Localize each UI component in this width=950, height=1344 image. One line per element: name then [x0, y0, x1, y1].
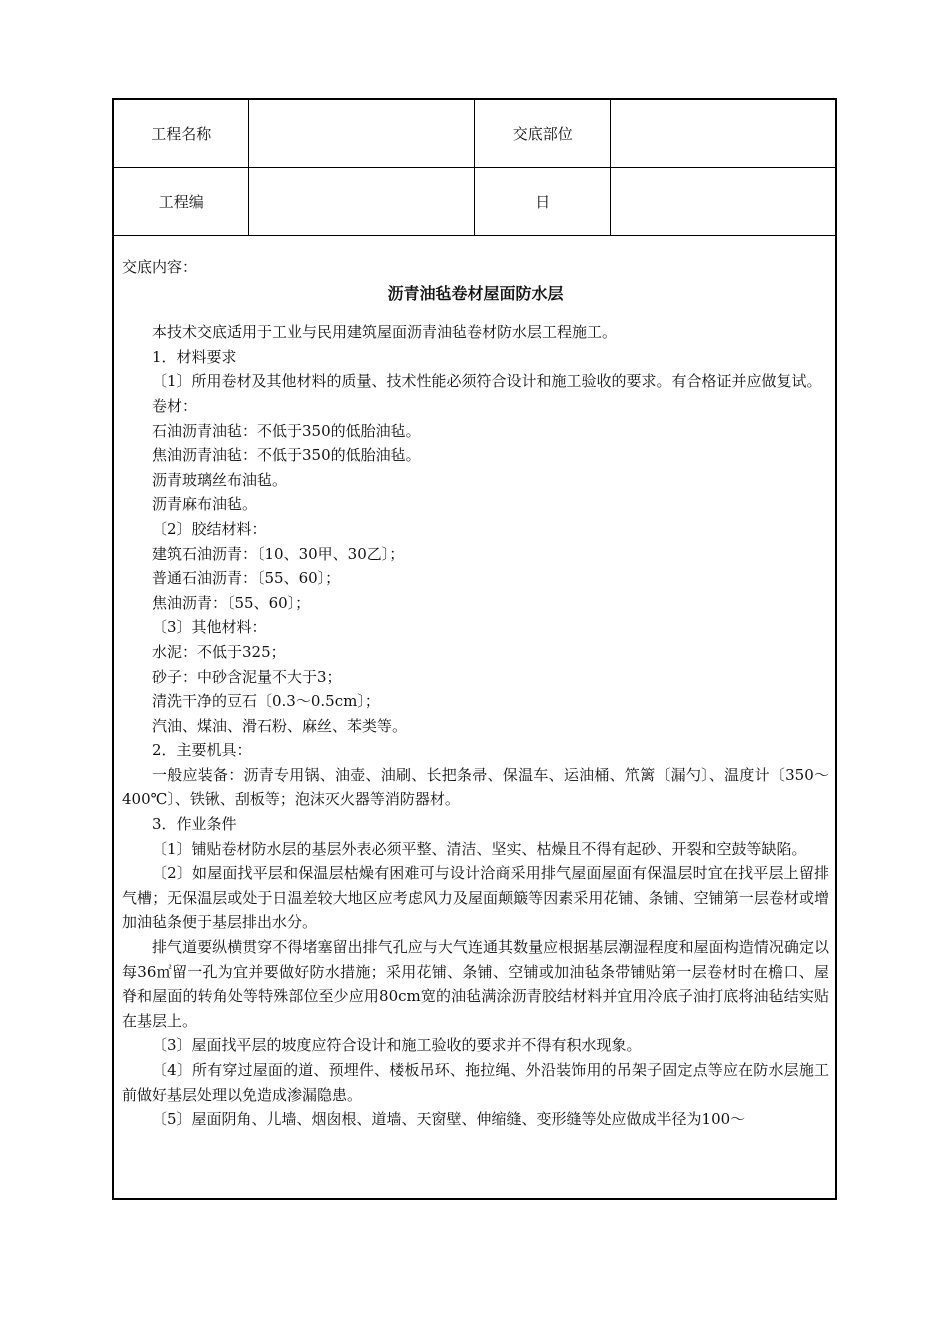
paragraph: 汽油、煤油、滑石粉、麻丝、苯类等。: [152, 716, 408, 735]
section-heading: 2．主要机具：: [152, 741, 252, 760]
paragraph: 卷材：: [152, 396, 198, 415]
header-table: [114, 100, 835, 236]
paragraph: 焦油沥青：〔55、60〕；: [152, 593, 311, 612]
paragraph: 沥青麻布油毡。: [152, 495, 258, 514]
paragraph: 〔5〕屋面阴角、儿墙、烟囱根、道墙、天窗壁、伸缩缝、变形缝等处应做成半径为100～: [152, 1110, 746, 1129]
paragraph: 〔1〕铺贴卷材防水层的基层外表必须平整、清洁、坚实、枯燥且不得有起砂、开裂和空鼓等缺陷。: [152, 839, 807, 858]
disclosure-part-label: 交底部位: [475, 100, 610, 168]
paragraph: 〔3〕屋面找平层的坡度应符合设计和施工验收的要求并不得有积水现象。: [152, 1036, 642, 1055]
date-value: [610, 168, 835, 236]
paragraph: 〔4〕所有穿过屋面的道、预埋件、楼板吊环、拖拉绳、外沿装饰用的吊架子固定点等应在防水层施工前做好基层处理以免造成渗漏隐患。: [122, 1061, 829, 1104]
header-row-1: [114, 100, 835, 168]
paragraph: 〔2〕如屋面找平层和保温层枯燥有困难可与设计洽商采用排气屋面屋面有保温层时宜在找平层上留排气槽；无保温层或处于日温差较大地区应考虑风力及屋面颠簸等因素采用花铺、条铺、空铺第一层卷材或增加油毡条便于基层排出水分。: [122, 864, 829, 932]
project-name-value: [249, 100, 475, 168]
paragraph: 〔2〕胶结材料：: [152, 519, 267, 538]
paragraph: 水泥：不低于325；: [152, 642, 286, 661]
disclosure-content: [122, 255, 829, 1132]
disclosure-form: [112, 98, 837, 1200]
paragraph: 一般应装备：沥青专用锅、油壶、油刷、长把条帚、保温车、运油桶、笊篱〔漏勺〕、温度计〔350～400℃〕、铁锹、刮板等；泡沫灭火器等消防器材。: [122, 765, 829, 809]
project-no-label: 工程编: [114, 168, 249, 236]
date-label: 日: [475, 168, 610, 236]
project-no-value: [249, 168, 475, 236]
paragraph: 建筑石油沥青：〔10、30甲、30乙〕；: [152, 544, 405, 563]
paragraph: 清洗干净的豆石〔0.3～0.5cm〕；: [152, 692, 380, 711]
paragraph: 砂子：中砂含泥量不大于3；: [152, 667, 342, 686]
disclosure-part-value: [610, 100, 835, 168]
content-intro-label: 交底内容：: [122, 258, 198, 276]
section-heading: 1．材料要求: [152, 347, 237, 366]
document-title: 沥青油毡卷材屋面防水层: [387, 283, 564, 303]
paragraph: 普通石油沥青：〔55、60〕；: [152, 569, 341, 588]
paragraph: 石油沥青油毡：不低于350的低胎油毡。: [152, 421, 421, 440]
paragraph: 焦油沥青油毡：不低于350的低胎油毡。: [152, 446, 421, 465]
paragraph: 排气道要纵横贯穿不得堵塞留出排气孔应与大气连通其数量应根据基层潮湿程度和屋面构造情况确定以每36㎡留一孔为宜并要做好防水措施；采用花铺、条铺、空铺或加油毡条带铺贴第一层卷材时在檐口、屋脊和屋面的转角处等特殊部位至少应用80cm宽的油毡满涂沥青胶结材料并宜用冷底子油打底将油毡结实贴在基层上。: [122, 938, 829, 1030]
paragraph: 沥青玻璃丝布油毡。: [152, 470, 288, 489]
paragraph: 〔3〕其他材料：: [152, 618, 267, 637]
section-heading: 3．作业条件: [152, 815, 237, 834]
paragraph: 本技术交底适用于工业与民用建筑屋面沥青油毡卷材防水层工程施工。: [152, 323, 618, 342]
header-row-2: [114, 168, 835, 236]
paragraph: 〔1〕所用卷材及其他材料的质量、技术性能必须符合设计和施工验收的要求。有合格证并应做复试。: [152, 372, 822, 391]
project-name-label: 工程名称: [114, 100, 249, 168]
